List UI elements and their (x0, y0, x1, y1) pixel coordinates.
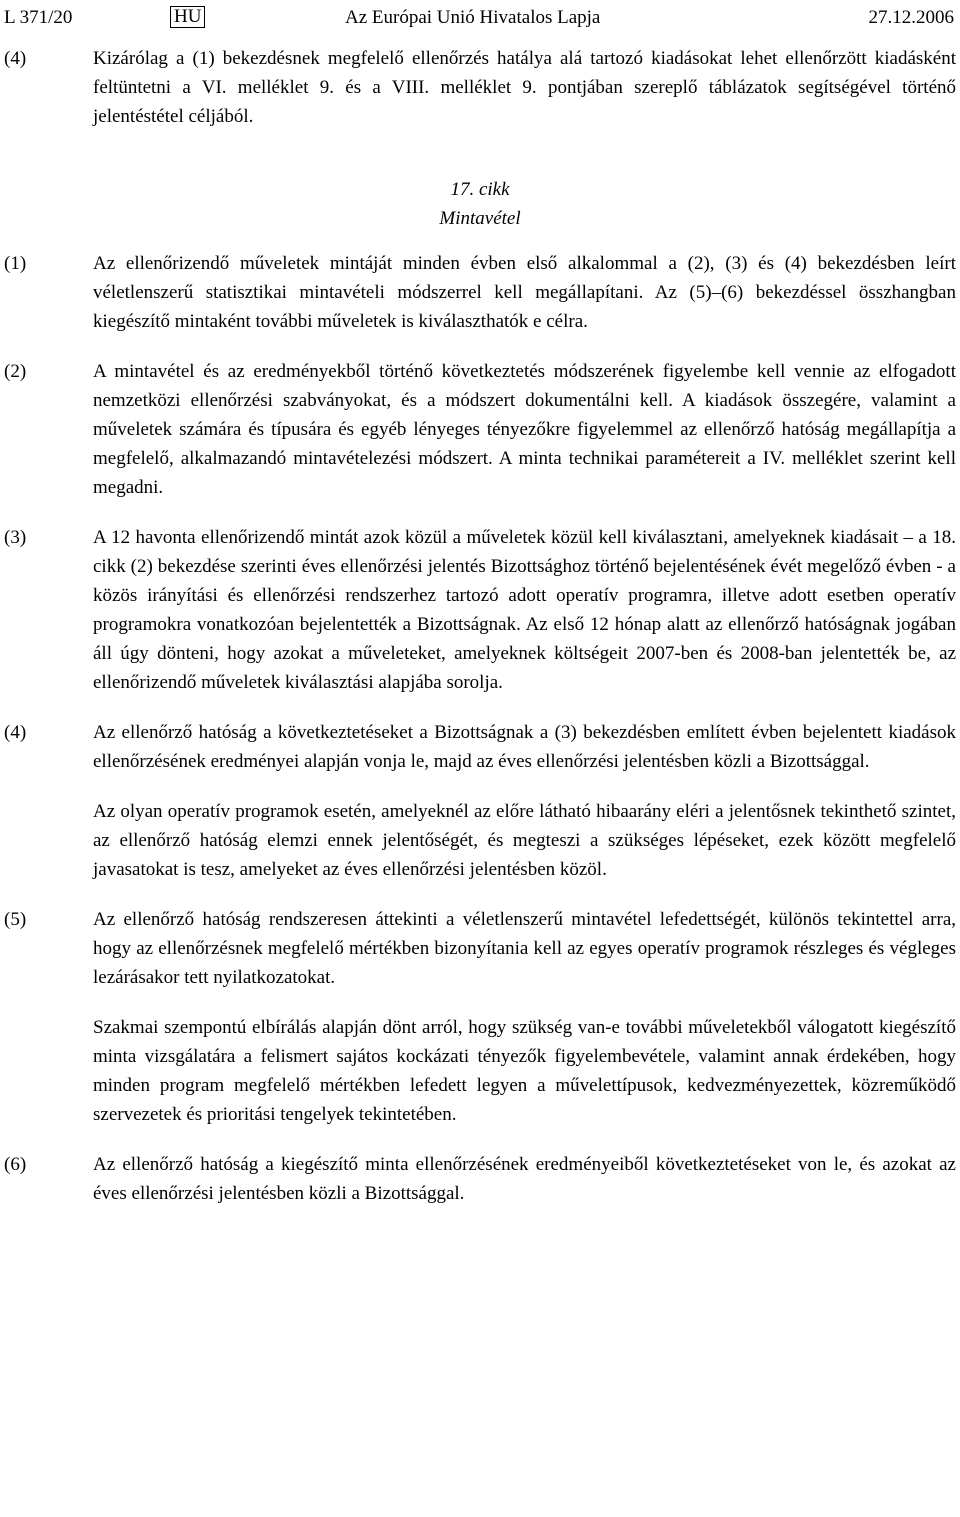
page-number: L 371/20 (4, 7, 73, 28)
paragraph-text: Az ellenőrző hatóság rendszeresen áttekinti a véletlenszerű mintavétel lefedettségét, különös tekintettel arra, hogy az ellenőrzésnek megfelelő mértékben bizonyítania kell az egyes operatív programok részleges és végleges lezárásakor tett nyilatkozatokat. (93, 909, 956, 988)
paragraph-5-continued (4, 1013, 956, 1129)
paragraph-text: A mintavétel és az eredményekből történő következtetés módszerének figyelembe kell vennie az elfogadott nemzetközi ellenőrzési szabványokat, és a módszert dokumentálni kell. A kiadások összegére, valamint a műveletek számára és típusára és egyéb lényeges tényezőkre figyelemmel az ellenőrző hatóság megállapítja a megfelelő, alkalmazandó mintavételezési módszert. A minta technikai paramétereit a IV. melléklet szerint kell megadni. (93, 361, 956, 498)
document-body (4, 44, 956, 1208)
paragraph-number: (3) (4, 527, 27, 548)
paragraph-3 (4, 523, 956, 697)
paragraph-text: Kizárólag a (1) bekezdésnek megfelelő ellenőrzés hatálya alá tartozó kiadásokat lehet ellenőrzött kiadásként feltüntetni a VI. melléklet 9. és a VIII. melléklet 9. pontjában szereplő táblázatok segítségével történő jelentéstétel céljából. (93, 48, 956, 127)
paragraph-number: (4) (4, 722, 27, 743)
paragraph-number: (4) (4, 48, 27, 69)
paragraph-text: Az olyan operatív programok esetén, amelyeknél az előre látható hibaarány eléri a jelentősnek tekinthető szintet, az ellenőrző hatóság elemzi ennek jelentőségét, és megteszi a szükséges lépéseket, ezek között megfelelő javasatokat is tesz, amelyeket az éves ellenőrzési jelentésben közöl. (93, 801, 956, 880)
paragraph-intro (4, 44, 956, 131)
journal-title: Az Európai Unió Hivatalos Lapja (345, 7, 601, 28)
paragraph-2 (4, 357, 956, 502)
paragraph-text: Az ellenőrző hatóság a kiegészítő minta ellenőrzésének eredményeiből következtetéseket von le, és azokat az éves ellenőrzési jelentésben közli a Bizottsággal. (93, 1154, 956, 1204)
publication-date: 27.12.2006 (868, 7, 954, 28)
page-header (4, 6, 954, 30)
language-code: HU (170, 6, 205, 28)
paragraph-number: (1) (4, 253, 27, 274)
paragraph-text: Az ellenőrző hatóság a következtetéseket a Bizottságnak a (3) bekezdésben említett évben bejelentett kiadások ellenőrzésének eredményei alapján vonja le, majd az éves ellenőrzési jelentésben közli a Bizottsággal. (93, 722, 956, 772)
paragraph-text: A 12 havonta ellenőrizendő mintát azok közül a műveletek közül kell kiválasztani, amelyeknek kiadásait – a 18. cikk (2) bekezdése szerinti éves ellenőrzési jelentés Bizottsághoz történő bejelentésének évét megelőző évben - a közös irányítási és ellenőrzési rendszerhez tartozó adott operatív programra, illetve adott esetben operatív programokra vonatkozóan bejelentették a Bizottságnak. Az első 12 hónap alatt az ellenőrző hatóságnak jogában áll úgy dönteni, hogy azokat a műveleteket, amelyeknek költségeit 2007-ben és 2008-ban jelentették be, az ellenőrizendő műveletek kiválasztási alapjába sorolja. (93, 527, 956, 693)
article-number: 17. cikk (450, 179, 510, 200)
paragraph-number: (2) (4, 361, 27, 382)
paragraph-4 (4, 718, 956, 776)
paragraph-5 (4, 905, 956, 992)
paragraph-1 (4, 249, 956, 336)
paragraph-6 (4, 1150, 956, 1208)
paragraph-text: Szakmai szempontú elbírálás alapján dönt arról, hogy szükség van-e további műveletekből válogatott kiegészítő minta vizsgálatára a felismert sajátos kockázati tényezők figyelembevétele, valamint annak érdekében, hogy minden program megfelelő mértékben lefedett legyen a művelettípusok, kedvezményezettek, közreműködő szervezetek és prioritási tengelyek tekintetében. (93, 1017, 956, 1125)
paragraph-4-continued (4, 797, 956, 884)
paragraph-number: (6) (4, 1154, 27, 1175)
paragraph-text: Az ellenőrizendő műveletek mintáját minden évben első alkalommal a (2), (3) és (4) bekezdésben leírt véletlenszerű statisztikai mintavételi módszerrel kell megállapítani. Az (5)–(6) bekezdéssel összhangban kiegészítő mintaként további műveletek is kiválaszthatók e célra. (93, 253, 956, 332)
article-title: Mintavétel (439, 208, 521, 229)
paragraph-number: (5) (4, 909, 27, 930)
